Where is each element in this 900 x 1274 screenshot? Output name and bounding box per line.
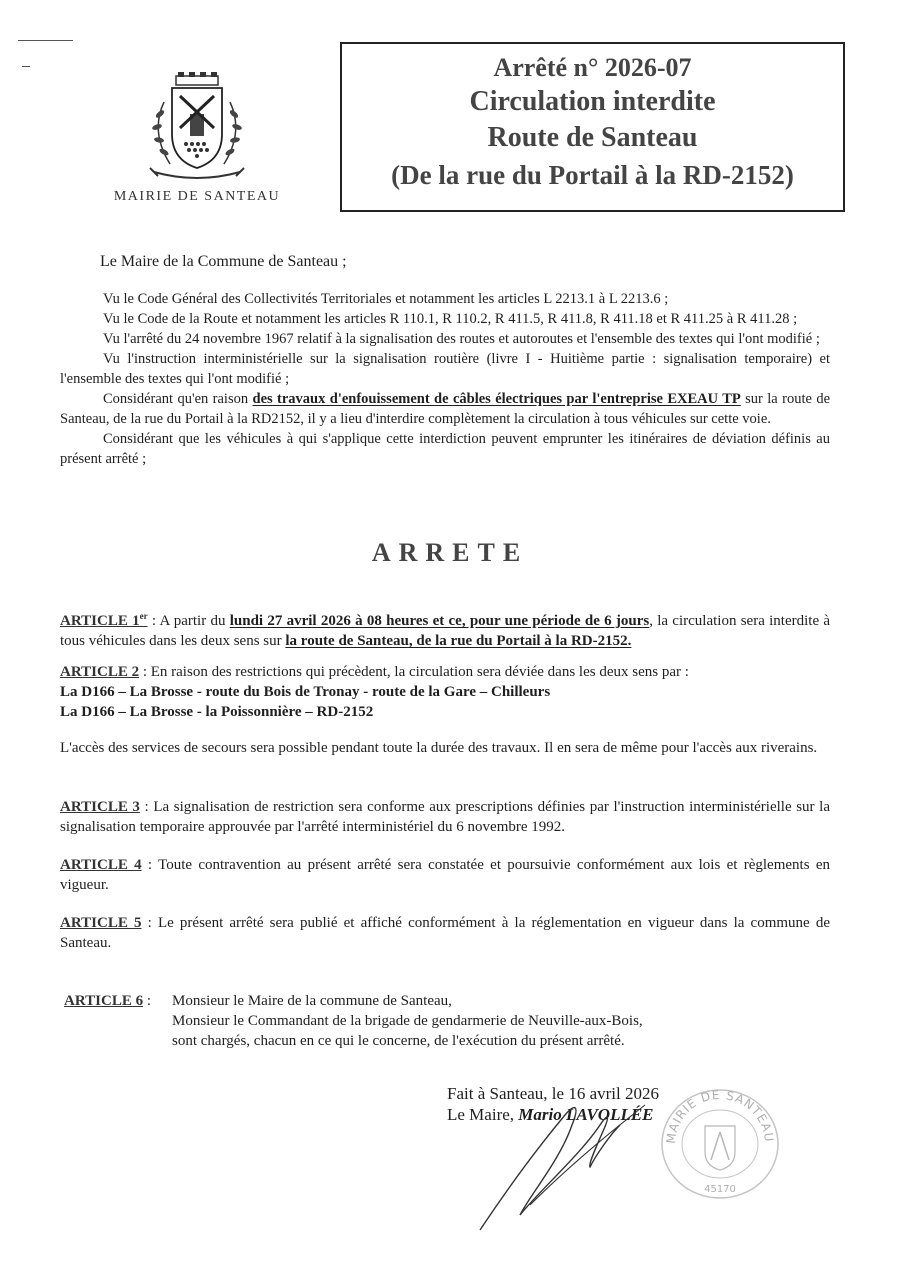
coat-of-arms-icon bbox=[132, 72, 262, 187]
article-1-label-text: ARTICLE 1 bbox=[60, 613, 140, 629]
article-5-text bbox=[60, 913, 830, 953]
article-3-label: ARTICLE 3 bbox=[60, 799, 140, 815]
official-stamp bbox=[655, 1080, 785, 1205]
considerant-deviation: Considérant que les véhicules à qui s'applique cette interdiction peuvent emprunter les itinéraires de déviation définis au présent arrêté ; bbox=[60, 431, 830, 467]
article-6-colon: : bbox=[143, 993, 151, 1009]
article-4-text bbox=[60, 855, 830, 895]
handwritten-signature bbox=[470, 1085, 670, 1240]
preamble-intro: Le Maire de la Commune de Santeau ; bbox=[100, 253, 347, 270]
travaux-description: des travaux d'enfouissement de câbles électriques par l'entreprise EXEAU TP bbox=[252, 391, 741, 407]
article-6-label: ARTICLE 6 bbox=[64, 993, 144, 1009]
article-6-line1: Monsieur le Maire de la commune de Santeau, bbox=[172, 993, 452, 1009]
place-date: Fait à Santeau, le 16 avril 2026 bbox=[447, 1084, 659, 1103]
signature-icon bbox=[470, 1085, 670, 1235]
considerant-travaux-a: Considérant qu'en raison bbox=[103, 391, 253, 407]
mayor-name: Mario LAVOLLÉE bbox=[518, 1105, 654, 1124]
stamp-code: 45170 bbox=[704, 1184, 736, 1195]
municipal-logo bbox=[82, 72, 312, 205]
preamble bbox=[60, 252, 830, 272]
mayor-prefix: Le Maire, bbox=[447, 1105, 519, 1124]
vu-arrete-1967: Vu l'arrêté du 24 novembre 1967 relatif à la signalisation des routes et autoroutes et l'ensemble des textes qui l'ont modifié ; bbox=[103, 331, 820, 347]
decree-section: (De la rue du Portail à la RD-2152) bbox=[391, 160, 794, 190]
vu-cgct: Vu le Code Général des Collectivités Territoriales et notamment les articles L 2213.1 à L 2213.6 ; bbox=[103, 291, 669, 307]
stamp-icon bbox=[655, 1080, 785, 1200]
article-3-body: : La signalisation de restriction sera conforme aux prescriptions définies par l'instruction interministérielle sur la signalisation temporaire approuvée par l'arrêté interministériel du 6 novembre 1992. bbox=[60, 799, 830, 835]
article-6-body bbox=[172, 991, 643, 1051]
article-6-line2: Monsieur le Commandant de la brigade de gendarmerie de Neuville-aux-Bois, bbox=[172, 1013, 643, 1029]
secours-text: L'accès des services de secours sera possible pendant toute la durée des travaux. Il en sera de même pour l'accès aux riverains. bbox=[60, 740, 818, 756]
scan-mark bbox=[18, 40, 73, 41]
deviation-route-2: La D166 – La Brosse - la Poissonnière – RD-2152 bbox=[60, 704, 374, 720]
article-4 bbox=[60, 855, 830, 895]
article-1-a: : A partir du bbox=[147, 613, 230, 629]
article-2 bbox=[60, 662, 830, 722]
decree-title: Circulation interdite bbox=[469, 86, 716, 117]
title-box bbox=[340, 42, 845, 212]
article-5 bbox=[60, 913, 830, 953]
svg-text:MAIRIE DE SANTEAU bbox=[664, 1088, 776, 1145]
vu-instruction: Vu l'instruction interministérielle sur la signalisation routière (livre I - Huitième partie : signalisation temporaire) et l'ensemble des textes qui l'ont modifié ; bbox=[60, 351, 830, 387]
decree-number: Arrêté n° 2026-07 bbox=[493, 53, 692, 82]
article-3 bbox=[60, 797, 830, 837]
deviation-route-1: La D166 – La Brosse - route du Bois de Tronay - route de la Gare – Chilleurs bbox=[60, 684, 551, 700]
article-6-label-cell bbox=[64, 991, 172, 1051]
article-1-label bbox=[60, 613, 148, 629]
article-6 bbox=[64, 991, 824, 1051]
article-5-body: : Le présent arrêté sera publié et affiché conformément à la réglementation en vigueur dans la commune de Santeau. bbox=[60, 915, 831, 951]
article-4-body: : Toute contravention au présent arrêté sera constatée et poursuivie conformément aux lois et règlements en vigueur. bbox=[60, 857, 830, 893]
arrete-heading: ARRETE bbox=[371, 538, 529, 567]
article-1-sup: er bbox=[139, 611, 148, 621]
article-6-line3: sont chargés, chacun en ce qui le concerne, de l'exécution du présent arrêté. bbox=[172, 1033, 625, 1049]
decree-road: Route de Santeau bbox=[487, 122, 698, 153]
article-4-label: ARTICLE 4 bbox=[60, 857, 142, 873]
article-2-text bbox=[60, 662, 830, 682]
mairie-label: MAIRIE DE SANTEAU bbox=[113, 189, 281, 204]
considerant-travaux-c: sur la route de Santeau, de la rue du Portail à la RD2152, bbox=[60, 391, 831, 427]
article-1-road: la route de Santeau, de la rue du Portail à la RD-2152. bbox=[285, 633, 632, 649]
article-1-text bbox=[60, 606, 830, 651]
article-1-c: , la circulation sera interdite à tous véhicules dans les deux sens sur bbox=[60, 613, 831, 649]
secours-access bbox=[60, 738, 830, 758]
article-2-label: ARTICLE 2 bbox=[60, 664, 140, 680]
preamble-considerations bbox=[60, 289, 830, 469]
article-1-period: lundi 27 avril 2026 à 08 heures et ce, pour une période de 6 jours bbox=[229, 613, 650, 629]
considerant-travaux bbox=[60, 389, 830, 429]
article-6-row bbox=[64, 991, 824, 1051]
considerant-travaux-d: il y a lieu d'interdire complètement la circulation à tous véhicules sur cette voie. bbox=[304, 411, 771, 427]
stamp-text: MAIRIE DE SANTEAU bbox=[663, 1087, 777, 1145]
article-5-label: ARTICLE 5 bbox=[60, 915, 142, 931]
vu-code-route: Vu le Code de la Route et notamment les articles R 110.1, R 110.2, R 411.5, R 411.8, R 411.18 et R 411.25 à R 411.28 ; bbox=[103, 311, 798, 327]
scan-mark bbox=[22, 66, 30, 67]
article-2-body: : En raison des restrictions qui précèdent, la circulation sera déviée dans les deux sens par : bbox=[139, 664, 689, 680]
article-1 bbox=[60, 606, 830, 651]
article-3-text bbox=[60, 797, 830, 837]
